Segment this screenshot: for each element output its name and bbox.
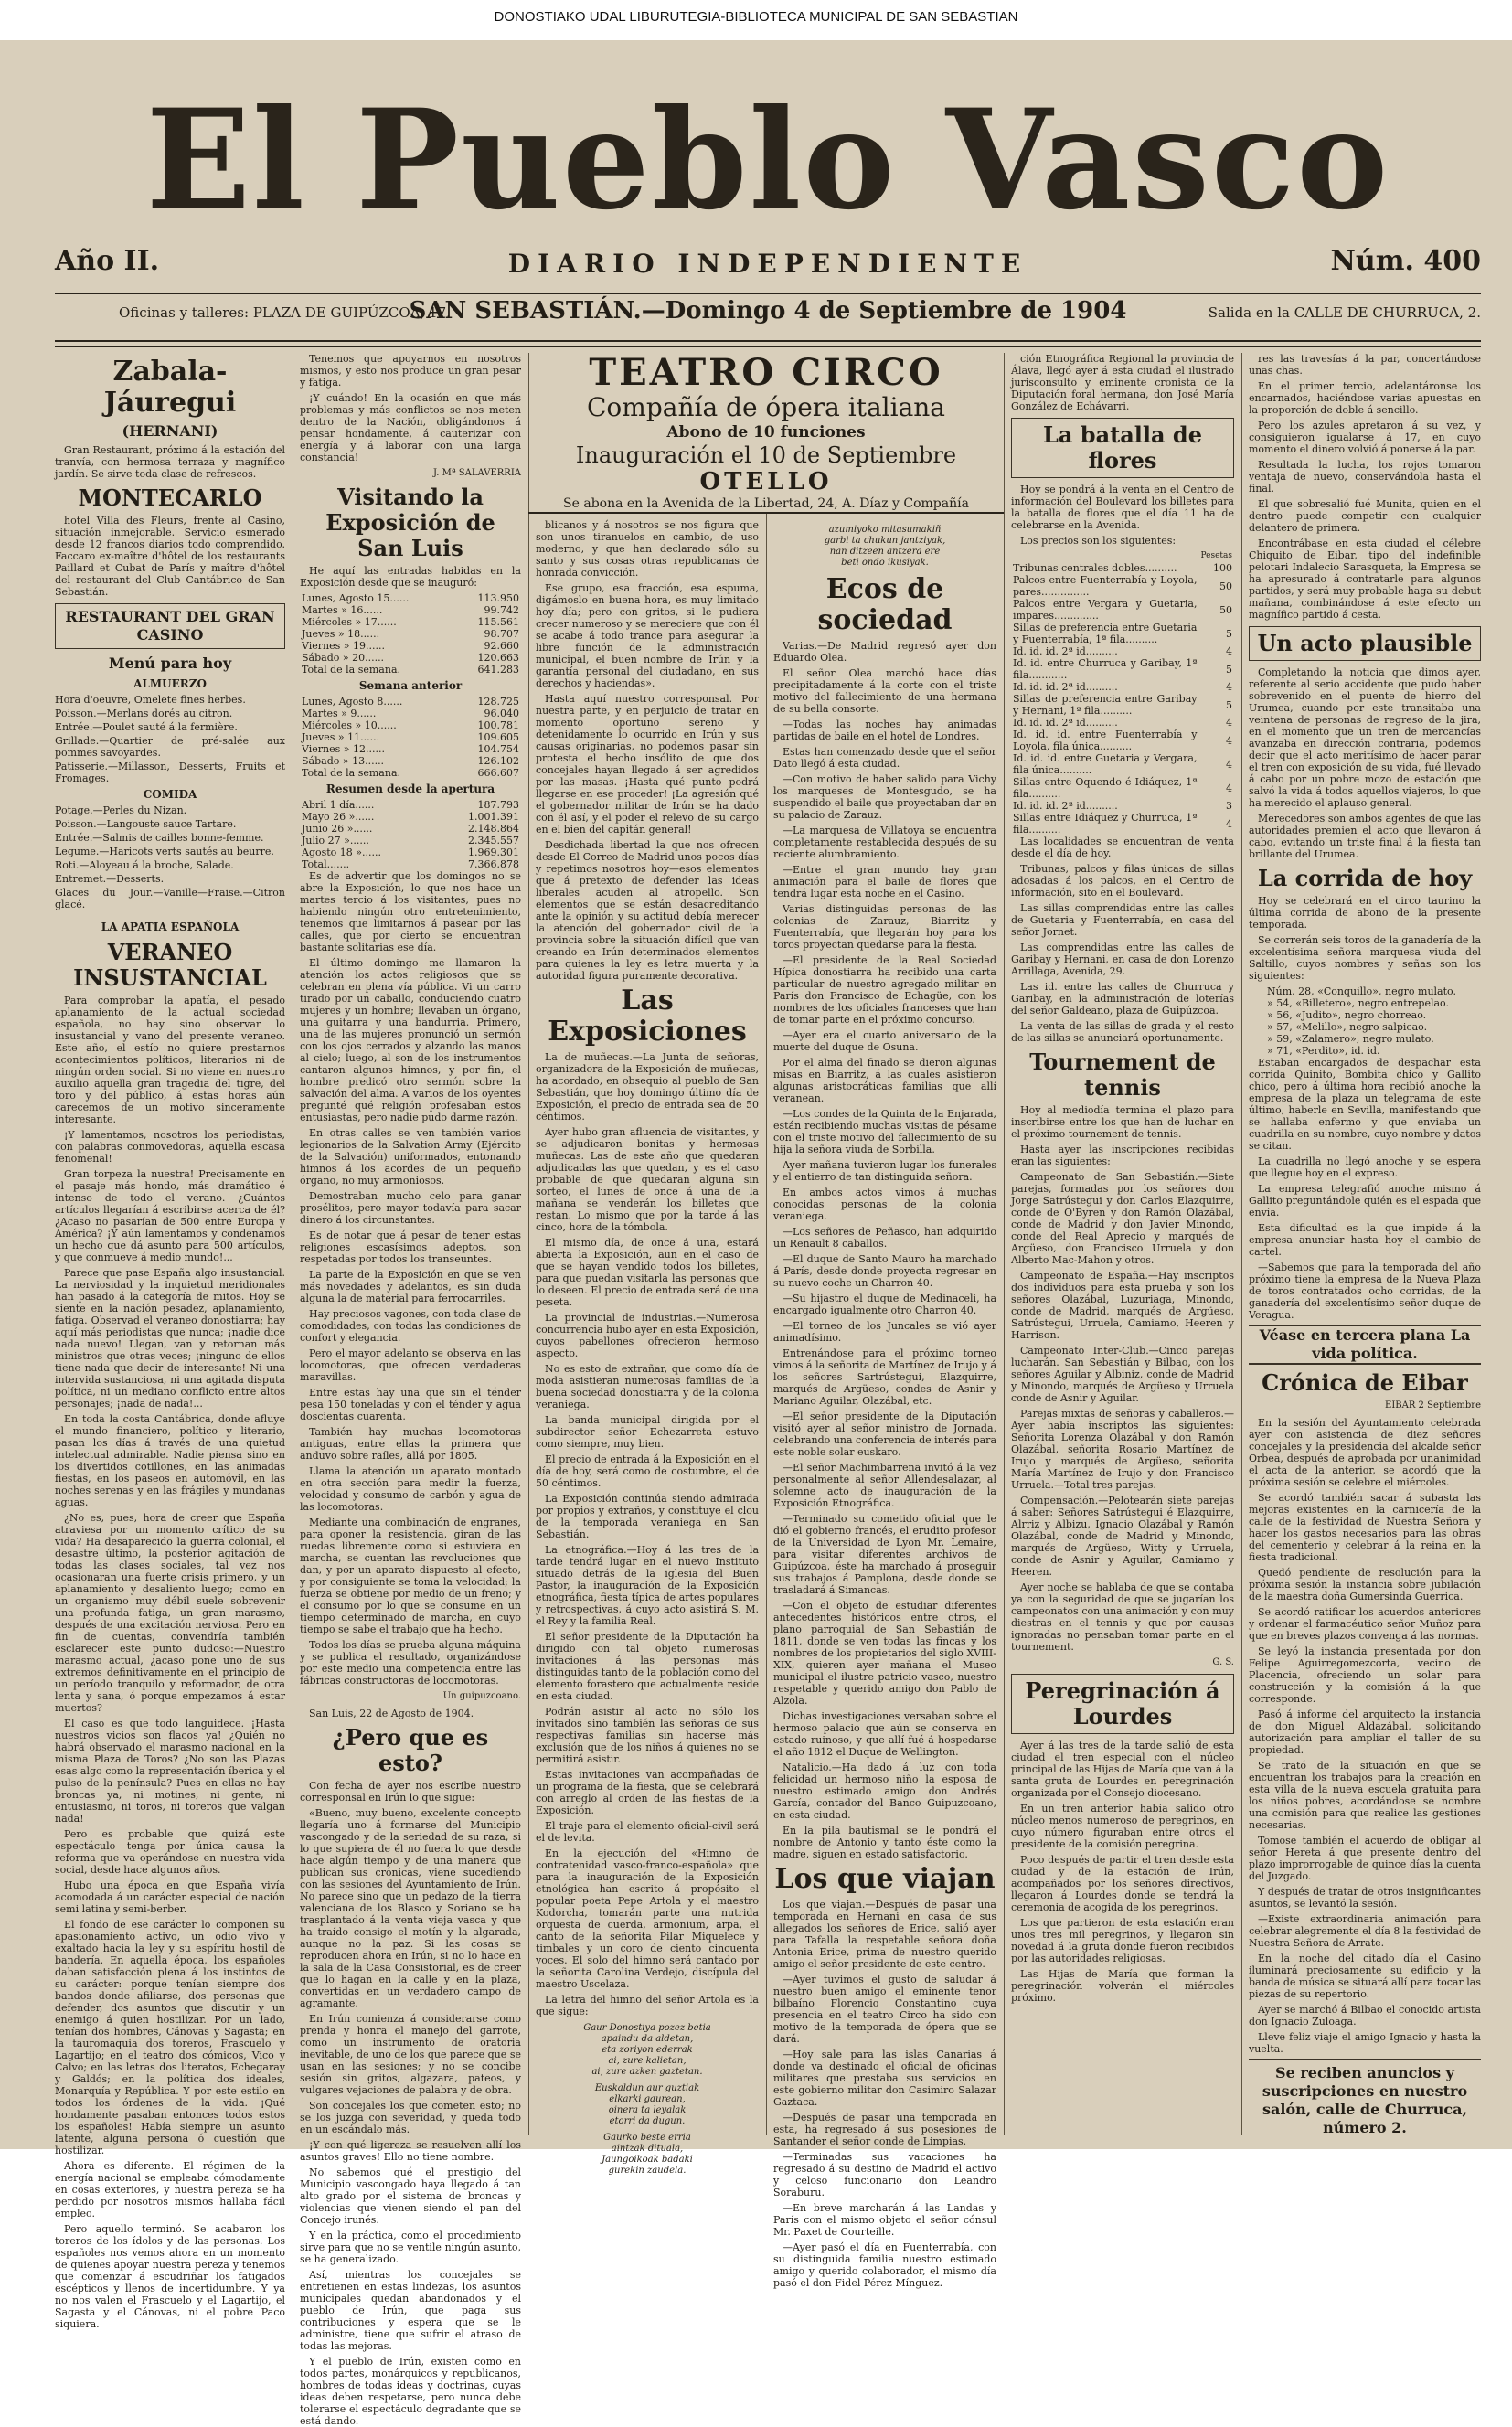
paragraph: No sabemos qué el prestigio del Municipio vascongado haya llegado á tan alto grado por el sistema de broncas y violencias que vienen siendo el pan del Concejo irunés. xyxy=(300,2166,521,2226)
table-row: Sillas de preferencia entre Garibay y Hernani, 1ª fila.......... 5 xyxy=(1013,693,1232,717)
menu-item: Entrée.—Poulet sauté á la fermière. xyxy=(55,721,238,733)
teatro-circo-ad xyxy=(528,351,1004,511)
paragraph: La empresa telegrafió anoche mismo á Gallito preguntándole quién es el espada que envía. xyxy=(1249,1183,1481,1219)
paragraph: Varias.—De Madrid regresó ayer don Eduardo Olea. xyxy=(773,640,996,664)
gran-casino-title: RESTAURANT DEL GRAN CASINO xyxy=(55,603,285,649)
paragraph: El señor presidente de la Diputación ha dirigido con tal objeto numerosas invitaciones á las personas más distinguidas tanto de la población como del elemento forastero que actualmente reside en esta ciudad. xyxy=(536,1631,759,1702)
paragraph: Dichas investigaciones versaban sobre el hermoso palacio que aún se conserva en estado ruinoso, y que allí fué á hospedarse el año 1812 el Duque de Wellington. xyxy=(773,1710,996,1758)
paragraph: El que sobresalió fué Munita, quien en el dentro puede competir con cualquier delantero de primera. xyxy=(1249,498,1481,534)
paragraph: Pero aquello terminó. Se acabaron los toreros de los ídolos y de las personas. Los españoles nos vemos ahora en un momento de quienes apoyar nuestra pereza y tenemos que comenzar á escudriñar los fatigados escépticos y llenos de incertidumbre. Y ya no nos valen el Frascuelo y el Lagartijo, el Sagasta y el Cánovas, ni el pobre Paco siquiera. xyxy=(55,2223,285,2330)
resumen-heading: Resumen desde la apertura xyxy=(325,782,495,795)
table-row: Miércoles » 17...... 115.561 xyxy=(302,616,519,628)
paragraph: —Su hijastro el duque de Medinaceli, ha encargado igualmente otro Charron 40. xyxy=(773,1293,996,1316)
paragraph: Parejas mixtas de señoras y caballeros.—Ayer había inscriptos las siguientes: Señorita Lorenza Olazábal y don Ramón Olazábal, señorita Rosario Martínez de Irujo y marqués de Argüeso, señorita María Martínez de Irujo y don Francisco Urruela.—Total tres parejas. xyxy=(1011,1408,1234,1491)
paragraph: La banda municipal dirigida por el subdirector señor Echezarreta estuvo como siempre, muy bien. xyxy=(536,1414,759,1450)
paragraph: Hoy al mediodía termina el plazo para inscribirse entre los que han de luchar en el próximo tournement de tennis. xyxy=(1011,1104,1234,1140)
paragraph: —El torneo de los Juncales se vió ayer animadísimo. xyxy=(773,1320,996,1344)
menu-item: Grillade.—Quartier de pré-salée aux pommes savoyardes. xyxy=(55,735,285,759)
column-divider xyxy=(528,353,529,2135)
paragraph: Hoy se pondrá á la venta en el Centro de información del Boulevard los billetes para la batalla de flores que el día 11 ha de celebrarse en la Avenida. xyxy=(1011,484,1234,531)
table-row: Sábado » 20...... 120.663 xyxy=(302,652,519,664)
paragraph: Pero el mayor adelanto se observa en las locomotoras, que ofrecen verdaderas maravillas. xyxy=(300,1347,521,1383)
veraneo-title: VERANEO INSUSTANCIAL xyxy=(73,939,267,991)
paragraph: Por el alma del finado se dieron algunas misas en Biarritz, á las cuales asistieron algunas aristocráticas familias que allí veranean. xyxy=(773,1057,996,1104)
table-row: Jueves » 11...... 109.605 xyxy=(302,731,519,743)
column-6 xyxy=(1249,353,1481,2135)
paragraph: —Sabemos que para la temporada del año próximo tiene la empresa de la Nueva Plaza de toros contratados ocho corridas, de la ganadería del excelentísimo señor duque de Veragua. xyxy=(1249,1261,1481,1321)
paragraph: Entrenándose para el próximo torneo vimos á la señorita de Martínez de Irujo y á los señores Sartrústegui, Elazquirre, marqués de Argüeso, condes de Asnir y Mariano Aguilar, Olazábal, etc. xyxy=(773,1347,996,1407)
paragraph: ¿No es, pues, hora de creer que España atraviesa por un momento crítico de su vida? Ha desaparecido la guerra colonial, el desastre último, la posterior agitación de todas las clases sociales, tal vez nos ocasionaran una fuerte crisis primero, y un aplanamiento y desaliento luego; como en un organismo muy débil suele sobrevenir una profunda fatiga, un gran marasmo, después de una excitación nerviosa. Pero en fin de cuentas, convendría también esclarecer este punto dudoso:—Nuestro marasmo actual, ¿acaso pone uno de sus extremos definitivamente en el principio de un período tranquilo y reformador, de otra lenta y sana, ó porque empezamos á estar muertos? xyxy=(55,1512,285,1714)
teatro-abono: Abono de 10 funciones xyxy=(666,423,866,442)
table-row: Sillas entre Oquendo é Idiáquez, 1ª fila.......... 4 xyxy=(1013,776,1232,800)
table-row: Martes » 16...... 99.742 xyxy=(302,604,519,616)
table-row: Id. id. id. 2ª id.......... 4 xyxy=(1013,681,1232,693)
eibar-date: EIBAR 2 Septiembre xyxy=(1385,1400,1481,1410)
issue-number: Núm. 400 xyxy=(1330,245,1481,277)
paragraph: Tomose también el acuerdo de obligar al señor Hereta á que presente dentro del plazo improrrogable de quince días la cuenta del Juzgado. xyxy=(1249,1835,1481,1882)
paragraph: Llama la atención un aparato montado en otra sección para medir la fuerza, velocidad y consumo de carbón y agua de las locomotoras. xyxy=(300,1465,521,1513)
vease-notice: Véase en tercera plana La vida política. xyxy=(1249,1325,1481,1365)
paragraph: Entre estas hay una que sin el ténder pesa 150 toneladas y con el ténder y agua doscientas cuarenta. xyxy=(300,1387,521,1422)
poem-fragment: azumiyoko mitasumakiñ garbi ta chukun jantziyak, nan ditzeen antzera ere beti ondo ikusiyak. xyxy=(824,525,946,568)
paragraph: En ambos actos vimos á muchas conocidas personas de la colonia veraniega. xyxy=(773,1187,996,1222)
paragraph: La parte de la Exposición en que se ven más novedades y adelantos, es sin duda alguna la de material para ferrocarriles. xyxy=(300,1269,521,1304)
paragraph: En toda la costa Cantábrica, donde afluye el mundo financiero, político y literario, pasan los días á través de una quietud intelectual admirable. Nadie piensa sino en los divertidos cotillones, en las animadas fiestas, en los paseos en automóvil, en las noches serenas y en las frágiles y mundanas aguas. xyxy=(55,1413,285,1508)
paragraph: Gran torpeza la nuestra! Precisamente en el pasaje más hondo, más dramático é intenso de todo el verano. ¿Cuántos artículos llegarían á escribirse acerca de él? ¿Acaso no pasarían de 500 entre Europa y América? ¡Y aún lamentamos y condenamos un hecho que dá asunto para 500 artículos, y que conmueve á medio mundo!... xyxy=(55,1168,285,1263)
masthead-rule-bottom-2 xyxy=(55,346,1481,347)
archive-header: DONOSTIAKO UDAL LIBURUTEGIA-BIBLIOTECA MUNICIPAL DE SAN SEBASTIAN xyxy=(0,0,1512,40)
table-row: Palcos entre Vergara y Guetaria, impares.............. 50 xyxy=(1013,598,1232,622)
paragraph: —La marquesa de Villatoya se encuentra completamente restablecida después de su reciente alumbramiento. xyxy=(773,825,996,860)
paragraph: Pero es probable que quizá este espectáculo tenga por única causa la reforma que va operándose en nuestra vida social, desde hace algunos años. xyxy=(55,1828,285,1876)
teatro-title: TEATRO CIRCO xyxy=(589,351,943,394)
attendance-table-1 xyxy=(300,592,521,676)
paragraph: ción Etnográfica Regional la provincia de Álava, llegó ayer á esta ciudad el ilustrado jurisconsulto y eminente cronista de la Diputación foral hermana, don José María González de Echávarri. xyxy=(1011,353,1234,412)
paragraph: Así, mientras los concejales se entretienen en estas lindezas, los asuntos municipales quedan abandonados y el pueblo de Irún, que paga sus contribuciones y espera que se le administre, tiene que sufrir el atraso de todas las mejoras. xyxy=(300,2269,521,2352)
paragraph: Se acordó ratificar los acuerdos anteriores y ordenar el farmacéutico señor Muñoz para que en breves plazos convenga á las normas. xyxy=(1249,1606,1481,1642)
teatro-inauguration: Inauguración el 10 de Septiembre xyxy=(575,442,957,468)
table-row: Lunes, Agosto 15...... 113.950 xyxy=(302,592,519,604)
paragraph: —Entre el gran mundo hay gran animación para el baile de flores que tendrá lugar esta noche en el Casino. xyxy=(773,864,996,899)
paragraph: El último domingo me llamaron la atención los actos religiosos que se celebran en plena vía pública. Vi un carro tirado por un caballo, conduciendo cuatro mujeres y un hombre; llevaban un órgano, una guitarra y una bandurria. Primero, una de las mujeres pronunció un sermón con los ojos cerrados y alzando las manos al cielo; luego, al son de los instrumentos cantaron algunos himnos, y por fin, el hombre predicó otro sermón sobre la salvación del alma. A varios de los oyentes pregunté qué religión profesaban estos entusiastas, pero nadie pudo darme razón. xyxy=(300,957,521,1123)
paragraph: —El señor Machimbarrena invitó á la vez personalmente al señor Allendesalazar, al solemne acto de inauguración de la Exposición Etnográfica. xyxy=(773,1462,996,1509)
paragraph: Se correrán seis toros de la ganadería de la excelentísima señora marquesa viuda del Saltillo, cuyos nombres y señas son los siguientes: xyxy=(1249,934,1481,982)
paragraph: —Con motivo de haber salido para Vichy los marqueses de Montesgudo, se ha suspendido el baile que proyectaban dar en su palacio de Zarauz. xyxy=(773,773,996,821)
eibar-title: Crónica de Eibar xyxy=(1262,1369,1468,1396)
plausible-title: Un acto plausible xyxy=(1249,626,1481,661)
paragraph: Estaban encargados de despachar esta corrida Quinito, Bombita chico y Gallito chico, pero á última hora recibió anoche la empresa de la plaza un telegrama de este último, haberle en Sevilla, manifestando que se hallaba enfermo y que enviaba un cuadrilla en su nombre, cuyo nombre y datos se citan. xyxy=(1249,1057,1481,1152)
paragraph: Compensación.—Pelotearán siete parejas á saber: Señores Satrústegui é Elazquirre, Alrriz y Albizu, Ignacio Olazábal y Ramón Olazábal, conde de Madrid y Minondo, marqués de Argüeso, Witty y Urruela, conde de Asnir y Aguilar, Camiamo y Heeren. xyxy=(1011,1495,1234,1578)
paragraph: blicanos y á nosotros se nos figura que son unos tiranuelos en cambio, de uso moderno, y que han declarado sólo su santo y sus cosas otras republicanas de honrada convicción. xyxy=(536,519,759,579)
table-row: Jueves » 18...... 98.707 xyxy=(302,628,519,640)
menu-title: Menú para hoy xyxy=(108,655,232,672)
paragraph: Ayer noche se hablaba de que se contaba ya con la seguridad de que se jugarían los campeonatos con una animación y con muy diestras en el tennis y que por causas ignoradas no pensaban tomar parte en el tournement. xyxy=(1011,1581,1234,1653)
paragraph: Hasta aquí nuestro corresponsal. Por nuestra parte, y en perjuicio de tratar en momento oportuno sereno y detenidamente lo ocurrido en Irún y sus causas originarias, no podemos pasar sin protesta el hecho insólito de que dos concejales hayan llegado á ser agredidos por las masas. ¡Hasta qué punto podrá llegarse en ese proceder! ¡La agresión qué el gobernador militar de Irún se ha dado con él así, y el poder el relevo de su cargo en el bien del capitán general! xyxy=(536,693,759,836)
pero-title: ¿Pero que es esto? xyxy=(332,1724,489,1776)
table-row: Sillas entre Idiáquez y Churruca, 1ª fila.......... 4 xyxy=(1013,812,1232,836)
table-row: Id. id. entre Churruca y Garibay, 1ª fila............ 5 xyxy=(1013,657,1232,681)
masthead-rule-bottom xyxy=(55,340,1481,342)
paragraph: En la ejecución del «Himno de contratenidad vasco-franco-española» que para la inauguración de la Exposición etnológica han escrito á propósito el popular poeta Pepe Artola y el maestro Kodorcha, tomarán parte una nutrida orquesta de cuerda, armonium, arpa, el canto de la señorita Pilar Miquelece y timbales y un coro de ciento cincuenta voces. El solo del himno será cantado por la señorita Carolina Verdejo, discípula del maestro Uscelaza. xyxy=(536,1847,759,1990)
paragraph: La cuadrilla no llegó anoche y se espera que llegue hoy en el expreso. xyxy=(1249,1155,1481,1179)
paragraph: Lleve feliz viaje el amigo Ignacio y hasta la vuelta. xyxy=(1249,2031,1481,2055)
column-divider xyxy=(766,512,767,2135)
zabala-text: Gran Restaurant, próximo á la estación del tranvía, con hermosa terraza y magnífico jardín. Se sirve toda clase de refrescos. xyxy=(55,444,285,480)
table-row: Id. id. id. 2ª id.......... 3 xyxy=(1013,800,1232,812)
masthead-info-row xyxy=(55,245,1481,291)
paragraph: La de muñecas.—La Junta de señoras, organizadora de la Exposición de muñecas, ha acordado, en obsequio al pueblo de San Sebastián, que hoy domingo último día de Exposición, el precio de entrada sea de 50 céntimos. xyxy=(536,1051,759,1123)
column-5 xyxy=(1011,353,1234,2135)
table-row: Junio 26 »...... 2.148.864 xyxy=(302,823,519,835)
list-item: » 56, «Judito», negro chorreao. xyxy=(1267,1009,1427,1021)
offices-address: Oficinas y talleres: PLAZA DE GUIPÚZCOA, 17. xyxy=(119,304,451,321)
list-item: » 71, «Perdito», id. id. xyxy=(1267,1045,1380,1057)
issue-year: Año II. xyxy=(55,245,160,277)
paragraph: En un tren anterior había salido otro núcleo menos numeroso de peregrinos, en cuyo número figuraban entre otros el presidente de la comisión peregrina. xyxy=(1011,1803,1234,1850)
expo-title: Visitando la Exposición de San Luis xyxy=(325,484,495,561)
batalla-title: La batalla de flores xyxy=(1011,418,1234,478)
paragraph: La Exposición continúa siendo admirada por propios y extraños, y constituye el clou de la temporada veraniega en San Sebastián. xyxy=(536,1493,759,1540)
paragraph: La venta de las sillas de grada y el resto de las sillas se anunciará oportunamente. xyxy=(1011,1020,1234,1044)
paragraph: Es de notar que á pesar de tener estas religiones escasísimos adeptos, son respetadas por todos los transeuntes. xyxy=(300,1229,521,1265)
paragraph: Merecedores son ambos agentes de que las autoridades premien el acto que llevaron á cabo, evitando un triste final á la fiesta tan brillante del Urumea. xyxy=(1249,813,1481,860)
table-row: Palcos entre Fuenterrabía y Loyola, pares............... 50 xyxy=(1013,574,1232,598)
column-3 xyxy=(536,519,759,2176)
paragraph: Ahora es diferente. El régimen de la energía nacional se empleaba cómodamente en cosas exteriores, y nuestra pereza se ha perdido por nosotros mismos hallaba fácil empleo. xyxy=(55,2160,285,2219)
menu-item: Patisserie.—Millasson, Desserts, Fruits et Fromages. xyxy=(55,761,285,784)
paragraph: Pasó á informe del arquitecto la instancia de don Miguel Aldazábal, solicitando autorización para ampliar el taller de su propiedad. xyxy=(1249,1708,1481,1756)
paragraph: Los que viajan.—Después de pasar una temporada en Hernani en casa de sus allegados los señores de Erice, salió ayer para Tafalla la respetable señora doña Antonia Erice, prima de nuestro querido amigo el señor presidente de este centro. xyxy=(773,1899,996,1970)
paragraph: Ayer á las tres de la tarde salió de esta ciudad el tren especial con el núcleo principal de las Hijas de María que van á la santa gruta de Lourdes en peregrinación organizada por el Consejo diocesano. xyxy=(1011,1740,1234,1799)
paragraph: «Bueno, muy bueno, excelente concepto llegaría uno á formarse del Municipio vascongado y de la seriedad de su raza, si lo que supiera de él no fuera lo que desde hace algún tiempo y de una manera que publican sus crónicas, viene sucediendo con las sesiones del Ayuntamiento de Irún. No parece sino que un pedazo de la tierra valenciana de los Blasco y Soriano se ha trasplantado á la venta vieja vasca y que ha traído consigo el motín y la algarada, aunque no la paz. Si las cosas se reproducen ahora en Irún, si no lo hace en la sala de la Casa Consistorial, es de creer que lo hagan en la calle y en la plaza, convertidas en un verdadero campo de agramante. xyxy=(300,1807,521,2009)
zabala-subtitle: (HERNANI) xyxy=(122,422,218,440)
paragraph: Tribunas, palcos y filas únicas de sillas adosadas á los palcos, en el Centro de información, sito en el Boulevard. xyxy=(1011,863,1234,899)
table-row: Sillas de preferencia entre Guetaria y Fuenterrabía, 1ª fila.......... 5 xyxy=(1013,622,1232,645)
masthead-rule-top xyxy=(55,293,1481,294)
zabala-title: Zabala-Jáuregui xyxy=(103,356,237,419)
paragraph: —Existe extraordinaria animación para celebrar alegremente el día 8 la festividad de Nuestra Señora de Arrate. xyxy=(1249,1913,1481,1949)
column-4 xyxy=(773,519,996,2289)
table-row: Id. id. id. 2ª id.......... 4 xyxy=(1013,717,1232,729)
paragraph: Y en la práctica, como el procedimiento sirve para que no se ventile ningún asunto, se ha generalizado. xyxy=(300,2230,521,2265)
signature: Un guipuzcoano. xyxy=(442,1691,521,1701)
exposiciones-title: Las Exposiciones xyxy=(548,985,747,1048)
paragraph: —Ayer era el cuarto aniversario de la muerte del duque de Osuna. xyxy=(773,1029,996,1053)
paragraph: Pero los azules apretaron á su vez, y consiguieron igualarse á 17, en cuyo momento el dinero volvió á ponerse á la par. xyxy=(1249,420,1481,455)
table-row: Viernes » 19...... 92.660 xyxy=(302,640,519,652)
paragraph: Quedó pendiente de resolución para la próxima sesión la instancia sobre jubilación de la maestra doña Gumersinda Guerrica. xyxy=(1249,1567,1481,1602)
paragraph: —Con el objeto de estudiar diferentes antecedentes históricos entre otros, el plano parroquial de San Sebastián de 1811, donde se ven todas las fincas y los nombres de los propietarios del siglo XVIII-XIX, quieren ayer mañana el Museo municipal el ilustre patricio vasco, nuestro respetable y querido amigo don Pablo de Alzola. xyxy=(773,1600,996,1707)
paragraph: Campeonato de España.—Hay inscriptos dos individuos para esta prueba y son los señores Olazábal, Luzuriaga, Minondo, conde de Madrid, marqués de Argüeso, Satrústegui, Urruela, Camiamo, Heeren y Harrison. xyxy=(1011,1270,1234,1341)
paragraph: Las comprendidas entre las calles de Garibay y Hernani, en casa de don Lorenzo Arrillaga, Avenida, 29. xyxy=(1011,942,1234,977)
paragraph: El fondo de ese carácter lo componen su apasionamiento activo, un odio vivo y exaltado hacia la ley y su espíritu hostil de bandería. En aquella época, los españoles daban satisfacción plena á los instintos de su carácter: porque tenían siempre dos bandos donde afiliarse, dos personas que defender, dos asuntos que discutir y un enemigo á quien hostilizar. Por un lado, tenían dos hombres, Cánovas y Sagasta; en la tauromaquia dos toreros, Frascuelo y Lagartijo; en el teatro dos cómicos, Vico y Calvo; en las letras dos literatos, Echegaray y Galdós; en la política dos ideales, Monarquía y República. Y por este estilo en todos los órdenes de la vida. ¡Qué hondamente pasaban entonces todos estos los españoles! Había siempre un asunto latente, alguna persona ó cuestión que hostilizar. xyxy=(55,1919,285,2156)
almuerzo-heading: ALMUERZO xyxy=(133,677,207,690)
paragraph: res las travesías á la par, concertándose unas chas. xyxy=(1249,353,1481,377)
paragraph: Las localidades se encuentran de venta desde el día de hoy. xyxy=(1011,836,1234,859)
paragraph: —Terminadas sus vacaciones ha regresado á su destino de Madrid el activo y celoso funcionario don Leandro Soraburu. xyxy=(773,2151,996,2198)
paragraph: Completando la noticia que dimos ayer, referente al serio accidente que pudo haber sobrevenido en el puente de hierro del Urumea, cuando por este transitaba una veintena de personas de regreso de la jira, en el momento que un tren de mercancías avanzaba en dirección contraria, podemos decir que el acto meritísimo de hacer parar el tren con exposición de su vida, fué llevado á cabo por un pobre mozo de estación que salvó la vida á todos aquellos viajeros, lo que ha merecido el aplauso general. xyxy=(1249,666,1481,809)
menu-item: Entremet.—Desserts. xyxy=(55,873,165,885)
comida-heading: COMIDA xyxy=(143,788,197,801)
montecarlo-title: MONTECARLO xyxy=(78,484,262,511)
paragraph: En Irún comienza á considerarse como prenda y honra el manejo del garrote, como un instrumento de oratoria inevitable, de uno de los que parece que se usan en las sesiones; y no se concibe sesión sin gritos, algazara, pateos, y vulgares vejaciones de palabra y de obra. xyxy=(300,2013,521,2096)
paragraph: Tenemos que apoyarnos en nosotros mismos, y esto nos produce un gran pesar y fatiga. xyxy=(300,353,521,389)
paragraph: El mismo día, de once á una, estará abierta la Exposición, aun en el caso de que se hayan vendido todos los billetes, para que puedan visitarla las personas que lo deseen. El precio de entrada será de una peseta. xyxy=(536,1237,759,1308)
paragraph: Ese grupo, esa fracción, esa espuma, digámoslo en buena hora, es muy limitado hoy día; pero con gritos, si le pudiera crecer numeroso y se mereciere que con él se acabe á todo trance para asegurar la libre función de la administración municipal, el buen nombre de Irún y la garantía personal del ciudadano, en sus derechos y haciendas». xyxy=(536,582,759,689)
viajan-title: Los que viajan xyxy=(774,1863,996,1895)
list-item: Núm. 28, «Conquillo», negro mulato. xyxy=(1267,985,1456,997)
paragraph: —Terminado su cometido oficial que le dió el gobierno francés, el erudito profesor de la Universidad de Lyon Mr. Lemaire, para visitar diferentes archivos de Guipúzcoa, éste ha marchado á proseguir sus trabajos á Pamplona, desde donde se trasladará á Simancas. xyxy=(773,1513,996,1596)
paragraph: —Los señores de Peñasco, han adquirido un Renault 8 caballos. xyxy=(773,1226,996,1250)
column-1 xyxy=(55,353,285,2330)
menu-item: Roti.—Aloyeau á la broche, Salade. xyxy=(55,859,234,871)
paragraph: Las Hijas de María que forman la peregrinación volverán el miércoles próximo. xyxy=(1011,1968,1234,2004)
paragraph: Para comprobar la apatía, el pesado aplanamiento de la actual sociedad española, no hay sino observar lo insustancial y vano del presente veraneo. Este año, el estío no quiere prestarnos acontecimientos políticos, literarios ni de ningún orden social. Si no viene en nuestro auxilio aquella gran tragedia del tigre, del toro y del público, á estas horas aún carecemos de un motivo sinceramente interesante. xyxy=(55,995,285,1125)
table-total: Total....... 7.366.878 xyxy=(302,858,519,870)
anuncio-notice: Se reciben anuncios y suscripciones en nuestro salón, calle de Churruca, número 2. xyxy=(1249,2059,1481,2137)
paragraph: Los precios son los siguientes: xyxy=(1020,535,1177,547)
prices-table: Pesetas Tribunas centrales dobles.......... 100 Palcos entre Fuenterrabía y Loyola, pares............... 50 Palcos entre Vergara y Guetaria, impares.............. 50 Sillas de preferencia entre Guetaria y Fuenterrabía, 1ª fila.......... 5 Id. id. id. 2ª id.......... 4 Id. id. entre Churruca y Garibay, 1ª fila............ 5 Id. id. id. 2ª id.......... 4 Sillas de preferencia entre Garibay y Hernani, 1ª fila.......... 5 Id. id. id. 2ª id.......... 4 Id. id. id. entre Fuenterrabía y Loyola, fila única.......... 4 Id. id. id. entre Guetaria y Vergara, fila única.......... 4 Sillas entre Oquendo é Idiáquez, 1ª fila.......... 4 Id. id. id. 2ª id.......... 3 Sillas entre Idiáquez y Churruca, 1ª fila.......... 4 xyxy=(1013,551,1232,836)
paragraph: Y el pueblo de Irún, existen como en todos partes, monárquicos y republicanos, hombres de todas ideas y doctrinas, cuyas ideas deben respetarse, pero nunca debe tolerarse el espectáculo degradante que se está dando. xyxy=(300,2356,521,2427)
menu-item: Entrée.—Salmis de cailles bonne-femme. xyxy=(55,832,264,844)
signature: G. S. xyxy=(1212,1657,1234,1667)
paragraph: Ayer hubo gran afluencia de visitantes, y se adjudicaron bonitas y hermosas muñecas. Las de este año que quedaran adjudicadas las que quedan, y es el caso probable de que quedaran alguna sin sorteo, el lunes de once á una de la mañana se venderán los billetes que restan. Lo mismo que por la tarde á las cinco, hora de la tómbola. xyxy=(536,1126,759,1233)
paragraph: En el primer tercio, adelantáronse los encarnados, haciéndose varias apuestas en la proporción de doble á sencillo. xyxy=(1249,380,1481,416)
paragraph: He aquí las entradas habidas en la Exposición desde que se inauguró: xyxy=(300,565,521,589)
table-row: Sábado » 13...... 126.102 xyxy=(302,755,519,767)
menu-item: Legume.—Haricots verts sautés au beurre. xyxy=(55,846,274,857)
paragraph: —Después de pasar una temporada en esta, ha regresado á sus posesiones de Santander el señor conde de Limpias. xyxy=(773,2112,996,2147)
paragraph: ¡Y con qué ligereza se resuelven allí los asuntos graves! Ello no tiene nombre. xyxy=(300,2139,521,2163)
paragraph: —El presidente de la Real Sociedad Hípica donostiarra ha recibido una carta particular de nuestro agregado militar en París don Francisco de Echagüe, con los nombres de los oficiales franceses que han de tomar parte en el próximo concurso. xyxy=(773,954,996,1026)
paragraph: Estas invitaciones van acompañadas de un programa de la fiesta, que se celebrará con arreglo al orden de las fiestas de la Exposición. xyxy=(536,1769,759,1816)
paragraph: También hay muchas locomotoras antiguas, entre ellas la primera que anduvo sobre raíles, allá por 1805. xyxy=(300,1426,521,1462)
paragraph: La etnográfica.—Hoy á las tres de la tarde tendrá lugar en el nuevo Instituto situado detrás de la iglesia del Buen Pastor, la inauguración de la Exposición etnográfica, fiesta típica de artes populares y retrospectivas, á cuyo acto asistirá S. M. el Rey y la familia Real. xyxy=(536,1544,759,1627)
montecarlo-text: hotel Villa des Fleurs, frente al Casino, situación inmejorable. Servicio esmerado desde 12 francos diarios todo comprendido. Faccaro ex-maître d'hôtel de los restaurants Paillard et Cubat de París y maître d'hôtel del restaurant del Club Cantábrico de San Sebastián. xyxy=(55,515,285,598)
paragraph: Ayer se marchó á Bilbao el conocido artista don Ignacio Zuloaga. xyxy=(1249,2004,1481,2028)
paragraph: Estas han comenzado desde que el señor Dato llegó á esta ciudad. xyxy=(773,746,996,770)
paragraph: Hubo una época en que España vivía acomodada á un carácter especial de nación semi latina y semi-berber. xyxy=(55,1879,285,1915)
hymn: Gaur Donostiya pozez betia apaindu da aldetan, eta zoriyon ederrak ai, zure kalietan, ai, zure azken gaztetan. Euskaldun aur guztiak elkarki gaurean, oinera ta leyalak etorri da dugun. Gaurko beste erria aintzak dituala, Jaungoikoak badaki gurekin zaudela. xyxy=(583,2023,711,2176)
paragraph: Esta dificultad es la que impide á la empresa anunciar hasta hoy el cambio de cartel. xyxy=(1249,1222,1481,1258)
teatro-rule xyxy=(528,512,1004,514)
menu-item: Potage.—Perles du Nizan. xyxy=(55,804,187,816)
paragraph: No es esto de extrañar, que como día de moda asistieran numerosas familias de la buena sociedad donostiarra y de la colonia veraniega. xyxy=(536,1363,759,1410)
exit-address: Salida en la CALLE DE CHURRUCA, 2. xyxy=(1208,304,1481,321)
paragraph: El precio de entrada á la Exposición en el día de hoy, será como de costumbre, el de 50 céntimos. xyxy=(536,1453,759,1489)
paragraph: Podrán asistir al acto no sólo los invitados sino también las señoras de sus respectivas familias sin hacerse más exclusión que de los niños á quienes no se permitirá asistir. xyxy=(536,1706,759,1765)
table-row: Id. id. id. entre Fuenterrabía y Loyola, fila única.......... 4 xyxy=(1013,729,1232,752)
paragraph: En la sesión del Ayuntamiento celebrada ayer con asistencia de diez señores concejales y la presidencia del alcalde señor Orbea, después de aprobada por unanimidad el acta de la anterior, se acordó que la próxima sesión se celebre el miércoles. xyxy=(1249,1417,1481,1488)
paragraph: Encontrábase en esta ciudad el célebre Chiquito de Eibar, tipo del indefinible pelotari Indalecio Sarasqueta, la Empresa se ha apresurado á contratarle para algunos partidos, y será muy probable haga su debut mañana, combinándose á este efecto un magnífico partido á cesta. xyxy=(1249,538,1481,621)
lourdes-title: Peregrinación á Lourdes xyxy=(1011,1674,1234,1734)
semana-anterior: Semana anterior xyxy=(358,679,463,692)
table-row: Martes » 9...... 96.040 xyxy=(302,708,519,719)
paragraph: Varias distinguidas personas de las colonias de Zarauz, Biarritz y Fuenterrabía, que llegarán hoy para los toros proyectan quedarse para la fiesta. xyxy=(773,903,996,951)
ecos-title: Ecos de sociedad xyxy=(817,573,953,636)
dateline-row xyxy=(55,297,1481,334)
paragraph: El caso es que todo languidece. ¡Hasta nuestros vicios son flacos ya! ¿Quién no habrá observado el marasmo nacional en la misma Plaza de Toros? ¿No son las Plazas esas algo como la representación íberica y el pulso de la península? Pues en ellas no hay broncas ya, ni motines, ni gente, ni entusiasmo, ni toros, ni toreros que valgan nada! xyxy=(55,1718,285,1825)
paragraph: Se trató de la situación en que se encuentran los trabajos para la creación en esta villa de la nueva escuela gratuita para los niños pobres, acordándose se nombre una comisión para que realice las gestiones necesarias. xyxy=(1249,1760,1481,1831)
paragraph: La provincial de industrias.—Numerosa concurrencia hubo ayer en esta Exposición, cuyos pabellones ofrecieron hermoso aspecto. xyxy=(536,1312,759,1359)
paragraph: En la pila bautismal se le pondrá el nombre de Antonio y tanto éste como la madre, siguen en estado satisfactorio. xyxy=(773,1825,996,1860)
table-row: Miércoles » 10...... 100.781 xyxy=(302,719,519,731)
table-row: Id. id. id. 2ª id.......... 4 xyxy=(1013,645,1232,657)
teatro-opera: OTELLO xyxy=(699,468,833,495)
column-divider xyxy=(1241,353,1242,2135)
bull-list xyxy=(1249,985,1481,1057)
list-item: » 57, «Melillo», negro salpicao. xyxy=(1267,1021,1428,1033)
menu-item: Poisson.—Langouste sauce Tartare. xyxy=(55,818,237,830)
table-row: Abril 1 día...... 187.793 xyxy=(302,799,519,811)
masthead-subtitle: DIARIO INDEPENDIENTE xyxy=(507,249,1028,279)
paragraph: La letra del himno del señor Artola es la que sigue: xyxy=(536,1994,759,2017)
paragraph: Campeonato de San Sebastián.—Siete parejas, formadas por los señores don Jorge Satrústegui y don Carlos Elazquirre, conde de O'Byren y don Ramón Olazábal, conde de Madrid y don Javier Minondo, conde del Real Aprecio y marqués de Argüeso, don Francisco Urruela y don Alberto Mac-Mahon y otros. xyxy=(1011,1171,1234,1266)
teatro-abona: Se abona en la Avenida de la Libertad, 24, A. Díaz y Compañía xyxy=(563,496,969,511)
dateline-place: San Luis, 22 de Agosto de 1904. xyxy=(309,1708,474,1719)
paragraph: Resultada la lucha, los rojos tomaron ventaja de nuevo, conservándola hasta el final. xyxy=(1249,459,1481,495)
paragraph: Hoy se celebrará en el circo taurino la última corrida de abono de la presente temporada. xyxy=(1249,895,1481,931)
signature: J. Mª SALAVERRIA xyxy=(433,468,521,478)
apatia-label: LA APATIA ESPAÑOLA xyxy=(101,921,240,933)
paragraph: Son concejales los que cometen esto; no se los juzga con severidad, y queda todo en un escándalo más. xyxy=(300,2100,521,2135)
table-row: Agosto 18 »...... 1.969.301 xyxy=(302,846,519,858)
paragraph: Hasta ayer las inscripciones recibidas eran las siguientes: xyxy=(1011,1144,1234,1167)
paragraph: —El señor presidente de la Diputación visitó ayer al señor ministro de Jornada, celebrando una conferencia de interés para este noble solar euskaro. xyxy=(773,1410,996,1458)
paragraph: Demostraban mucho celo para ganar prosélitos, pero mayor todavía para sacar dinero á los circunstantes. xyxy=(300,1190,521,1226)
paragraph: En otras calles se ven también varios legionarios de la Salvation Army (Ejército de la Salvación) uniformados, entonando himnos á los acordes de un pequeño órgano, no muy armoniosos. xyxy=(300,1127,521,1187)
table-row: Id. id. id. entre Guetaria y Vergara, fila única.......... 4 xyxy=(1013,752,1232,776)
paragraph: Las sillas comprendidas entre las calles de Guetaria y Fuenterrabía, en casa del señor Jornet. xyxy=(1011,902,1234,938)
paragraph: Se acordó también sacar á subasta las mejoras existentes en la carnicería de la calle de la festividad de Nuestra Señora y hacer los gastos necesarios para las obras del cementerio y celebrar á la reina en la fiesta tradicional. xyxy=(1249,1492,1481,1563)
attendance-table-2 xyxy=(300,696,521,779)
menu-item: Glaces du Jour.—Vanille—Fraise.—Citron glacé. xyxy=(55,887,285,910)
table-total: Total de la semana. 666.607 xyxy=(302,767,519,779)
table-row: Julio 27 »...... 2.345.557 xyxy=(302,835,519,846)
paragraph: —En breve marcharán á las Landas y París con el mismo objeto el señor cónsul Mr. Paxet de Courteille. xyxy=(773,2202,996,2238)
paragraph: Ayer mañana tuvieron lugar los funerales y el entierro de tan distinguida señora. xyxy=(773,1159,996,1183)
menu-item: Poisson.—Merlans dorés au citron. xyxy=(55,708,233,719)
paragraph: El traje para el elemento oficial-civil será el de levita. xyxy=(536,1820,759,1844)
paragraph: —Los condes de la Quinta de la Enjarada, están recibiendo muchas visitas de pésame con el triste motivo del fallecimiento de su hija la señora viuda de Sorbilla. xyxy=(773,1108,996,1155)
column-2 xyxy=(300,353,521,2427)
list-item: » 59, «Zalamero», negro mulato. xyxy=(1267,1033,1434,1045)
menu-item: Hora d'oeuvre, Omelete fines herbes. xyxy=(55,694,246,706)
list-item: » 54, «Billetero», negro entrepelao. xyxy=(1267,997,1449,1009)
column-divider xyxy=(1004,353,1005,2135)
tennis-title: Tournement de tennis xyxy=(1029,1049,1216,1101)
paragraph: Desdichada libertad la que nos ofrecen desde El Correo de Madrid unos pocos días y repetimos nosotros hoy—esos elementos que á pretexto de defender las ideas liberales acuden al atropello. Son elementos que se están desacreditando ante la opinión y su actitud debía merecer la atención del gobernador civil de la provincia sobre la situación difícil que van creando en Irún determinados elementos para quienes la ley es letra muerta y la autoridad figura puramente decorativa. xyxy=(536,839,759,982)
paragraph: —El duque de Santo Mauro ha marchado á París, desde donde proyecta regresar en su nuevo coche un Charron 40. xyxy=(773,1253,996,1289)
paragraph: Es de advertir que los domingos no se abre la Exposición, lo que nos hace un martes tercio á los visitantes, pues no habiendo ningún otro entretenimiento, tenemos que limitarnos á pasear por las calles, que por cierto se encuentran bastante solitarias ese día. xyxy=(300,870,521,953)
table-row: Viernes » 12...... 104.754 xyxy=(302,743,519,755)
paragraph: —Todas las noches hay animadas partidas de baile en el hotel de Londres. xyxy=(773,719,996,742)
paragraph: Hay preciosos vagones, con toda clase de comodidades, con todas las condiciones de confort y elegancia. xyxy=(300,1308,521,1344)
paragraph: Con fecha de ayer nos escribe nuestro corresponsal en Irún lo que sigue: xyxy=(300,1780,521,1804)
paragraph: —Ayer pasó el día en Fuenterrabía, con su distinguida familia nuestro estimado amigo y querido colaborador, el mismo día pasó el don Fidel Pérez Mínguez. xyxy=(773,2241,996,2289)
corrida-title: La corrida de hoy xyxy=(1257,865,1473,891)
table-total: Total de la semana. 641.283 xyxy=(302,664,519,676)
table-row: Mayo 26 »...... 1.001.391 xyxy=(302,811,519,823)
attendance-table-3 xyxy=(300,799,521,870)
paragraph: —Ayer tuvimos el gusto de saludar á nuestro buen amigo el eminente tenor bilbaíno Florencio Constantino cuya presencia en el teatro Circo ha sido con motivo de la temporada de ópera que se dará. xyxy=(773,1974,996,2045)
paragraph: Los que partieron de esta estación eran unos tres mil peregrinos, y llegaron sin novedad á la gruta donde fueron recibidos por las autoridades religiosas. xyxy=(1011,1917,1234,1964)
dateline: SAN SEBASTIÁN.—Domingo 4 de Septiembre de 1904 xyxy=(409,297,1127,325)
paragraph: Y después de tratar de otros insignificantes asuntos, se levantó la sesión. xyxy=(1249,1886,1481,1910)
paragraph: Campeonato Inter-Club.—Cinco parejas lucharán. San Sebastián y Bilbao, con los señores Aguilar y Albiniz, conde de Madrid y Minondo, marqués de Argüeso y Urruela conde de Asnir y Aguilar. xyxy=(1011,1345,1234,1404)
teatro-company: Compañía de ópera italiana xyxy=(587,392,945,422)
paragraph: Mediante una combinación de engranes, para oponer la resistencia, giran de las ruedas libremente como si estuviera en marcha, se cuentan las revoluciones que dan, y por un aparato dispuesto al efecto, y por consiguiente se toma la velocidad; la fuerza se obtiene por medio de un freno; y el consumo por lo que se consume en un tiempo determinado de marcha, en cuyo tiempo se sabe el trabajo que ha hecho. xyxy=(300,1517,521,1635)
paragraph: Poco después de partir el tren desde esta ciudad y de la estación de Irún, acompañados por los señores directivos, llegaron á Lourdes donde se tendrá la ceremonia de acogida de los peregrinos. xyxy=(1011,1854,1234,1913)
paragraph: Las id. entre las calles de Churruca y Garibay, en la administración de loterías del señor Galdeano, plaza de Guipúzcoa. xyxy=(1011,981,1234,1017)
paragraph: Se leyó la instancia presentada por don Felipe Aguirregomezcorta, vecino de Placencia, ofreciendo un solar para construcción y la comisión á la que corresponde. xyxy=(1249,1645,1481,1705)
table-row: Lunes, Agosto 8...... 128.725 xyxy=(302,696,519,708)
paragraph: Todos los días se prueba alguna máquina y se publica el resultado, organizándose por este medio una competencia entre las fábricas constructoras de locomotoras. xyxy=(300,1639,521,1687)
masthead-title: El Pueblo Vasco xyxy=(145,80,1390,240)
paragraph: ¡Y lamentamos, nosotros los periodistas, con palabras conmovedoras, aquella escasa fenomenal! xyxy=(55,1129,285,1165)
table-row: Tribunas centrales dobles.......... 100 xyxy=(1013,562,1232,574)
paragraph: Natalicio.—Ha dado á luz con toda felicidad un hermoso niño la esposa de nuestro estimado amigo don Andrés García, contador del Banco Guipuzcoano, en esta ciudad. xyxy=(773,1762,996,1821)
paragraph: Parece que pase España algo insustancial. La nerviosidad y la inquietud meridionales han pasado á la categoría de mitos. Hoy se siente en la nación pesadez, aplanamiento, fatiga. Observad el veraneo donostiarra; hay aquí más periodistas que nunca; ¡nadie dice nada nuevo! Llegan, van y retornan más ministros que otras veces; ¡ninguno de ellos tiene nada que decir de interesante! Ni una intervida sustanciosa, ni una agitada disputa política, ni un mediano conflicto entre altos personajes; ¡nada de nada!... xyxy=(55,1267,285,1410)
paragraph: El señor Olea marchó hace días precipitadamente á la corte con el triste motivo del fallecimiento de una hermana de su bella consorte. xyxy=(773,667,996,715)
paragraph: En la noche del citado día el Casino iluminará preciosamente su edificio y la banda de música se situará allí para tocar las piezas de su repertorio. xyxy=(1249,1953,1481,2000)
paragraph: —Hoy sale para las islas Canarias á donde va destinado el oficial de oficinas militares que prestaba sus servicios en este gobierno militar don Casimiro Salazar Gaztaca. xyxy=(773,2049,996,2108)
paragraph: ¡Y cuándo! En la ocasión en que más problemas y más conflictos se nos meten dentro de la Nación, obligándonos á pensar hondamente, á cauterizar con energía y á laborar con una larga constancia! xyxy=(300,392,521,463)
